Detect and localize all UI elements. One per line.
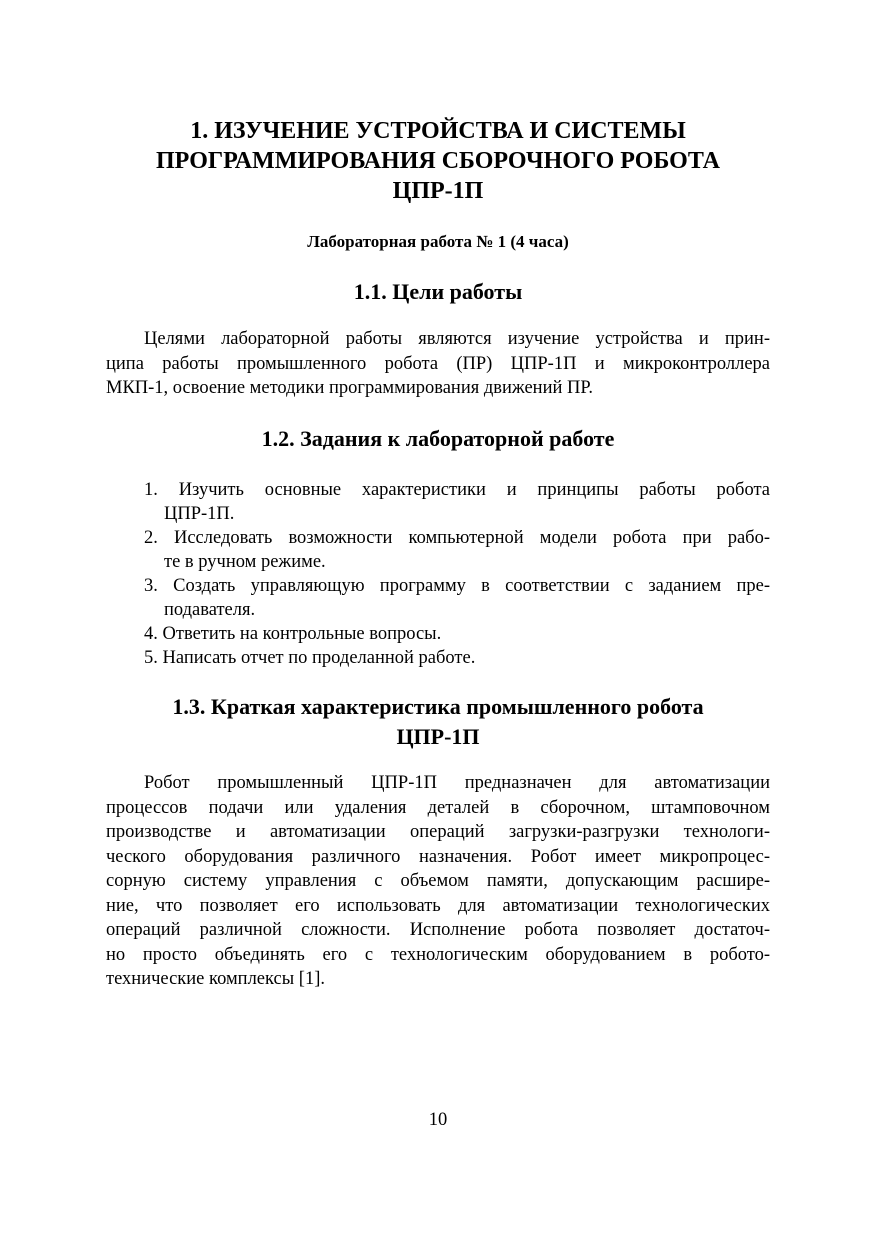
chapter-title-line: ЦПР-1П <box>392 178 484 204</box>
paragraph-line: производстве и автоматизации операций загрузки-разгрузки технологи- <box>106 822 770 842</box>
list-item <box>144 574 770 622</box>
paragraph-line: операций различной сложности. Исполнение робота позволяет достаточ- <box>106 920 770 940</box>
list-item-line: подавателя. <box>164 600 256 620</box>
chapter-title-line: ПРОГРАММИРОВАНИЯ СБОРОЧНОГО РОБОТА <box>156 148 720 174</box>
paragraph-line: но просто объединять его с технологическим оборудованием в робото- <box>106 944 770 965</box>
paragraph-line: ципа работы промышленного робота (ПР) ЦПР-1П и микроконтроллера <box>106 353 770 374</box>
paragraph-line: технические комплексы [1]. <box>106 969 326 989</box>
section-heading-line: 1.3. Краткая характеристика промышленного робота <box>172 694 704 719</box>
document-page <box>106 0 770 1240</box>
section-heading-robot <box>106 692 770 752</box>
list-item-line: 1. Изучить основные характеристики и принципы работы робота <box>144 480 770 500</box>
task-list <box>144 478 770 670</box>
list-item <box>144 478 770 526</box>
paragraph-line: сорную систему управления с объемом памяти, допускающим расшире- <box>106 871 770 891</box>
section-heading-tasks: 1.2. Задания к лабораторной работе <box>261 426 615 451</box>
section-heading-line: ЦПР-1П <box>396 724 480 749</box>
paragraph-line: МКП-1, освоение методики программирования движений ПР. <box>106 378 593 398</box>
list-item-line: ЦПР-1П. <box>164 504 235 524</box>
paragraph-line: процессов подачи или удаления деталей в сборочном, штамповочном <box>106 797 770 818</box>
paragraph-line: Целями лабораторной работы являются изучение устройства и прин- <box>144 329 770 349</box>
list-item-line: 2. Исследовать возможности компьютерной модели робота при рабо- <box>144 528 770 548</box>
page-number: 10 <box>428 1110 448 1130</box>
section-heading-goals: 1.1. Цели работы <box>353 279 523 304</box>
paragraph-line: ческого оборудования различного назначения. Робот имеет микропроцес- <box>106 846 770 867</box>
chapter-title <box>106 116 770 206</box>
list-item <box>144 526 770 574</box>
robot-paragraph <box>106 771 770 992</box>
paragraph-line: ние, что позволяет его использовать для автоматизации технологических <box>106 895 770 916</box>
list-item <box>144 646 770 670</box>
lab-work-label: Лабораторная работа № 1 (4 часа) <box>307 232 569 251</box>
list-item-line: 5. Написать отчет по проделанной работе. <box>144 648 476 668</box>
list-item <box>144 622 770 646</box>
list-item-line: те в ручном режиме. <box>164 552 326 572</box>
list-item-line: 3. Создать управляющую программу в соответствии с заданием пре- <box>144 576 770 596</box>
list-item-line: 4. Ответить на контрольные вопросы. <box>144 624 442 644</box>
goals-paragraph <box>106 327 770 401</box>
paragraph-line: Робот промышленный ЦПР-1П предназначен для автоматизации <box>144 773 770 793</box>
chapter-title-line: 1. ИЗУЧЕНИЕ УСТРОЙСТВА И СИСТЕМЫ <box>190 118 686 144</box>
